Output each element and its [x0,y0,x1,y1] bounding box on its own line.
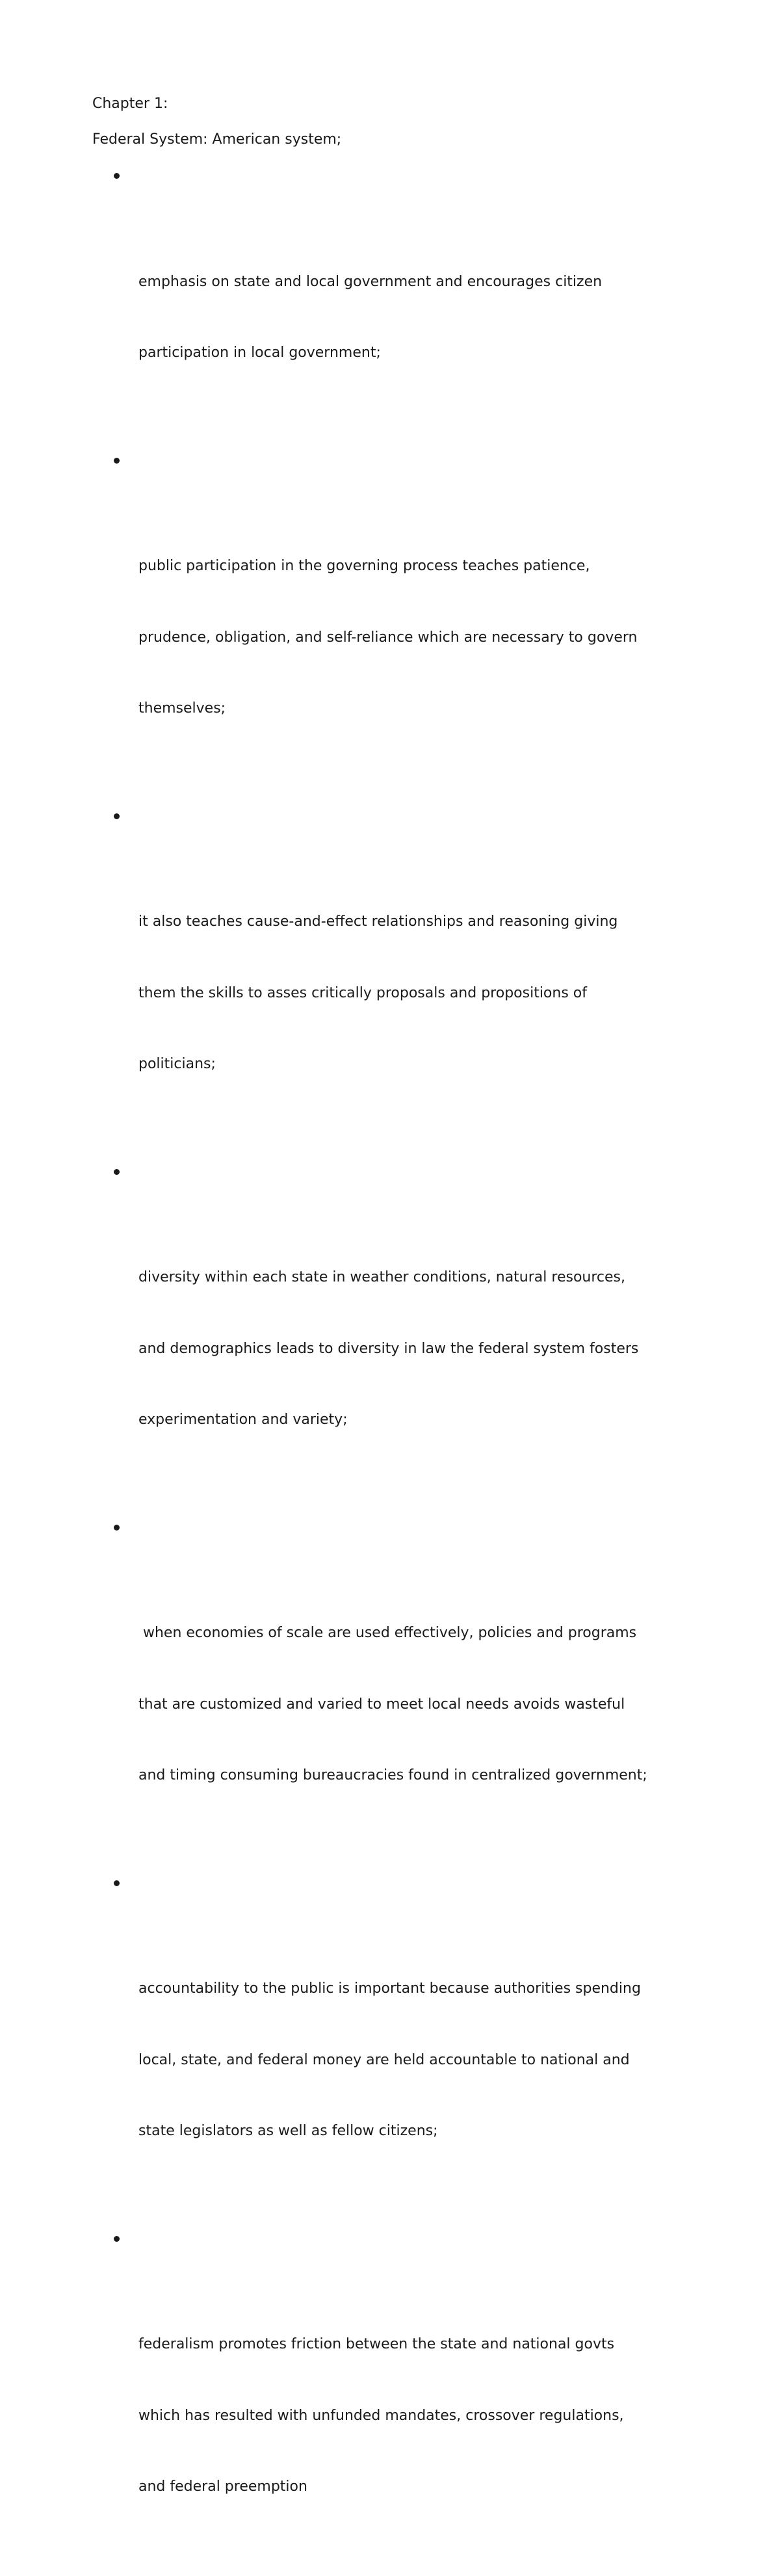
bullet-icon [114,173,120,179]
bullet-icon [114,458,120,464]
list-item-line: emphasis on state and local government and encourages citizen [138,273,603,290]
bullet-icon [114,1525,120,1531]
list-item-line: and timing consuming bureaucracies found in centralized government; [138,1767,647,1784]
list-item-line: public participation in the governing process teaches patience, [138,558,590,575]
list-item [92,1153,703,1509]
list-item-line: which has resulted with unfunded mandates, crossover regulations, [138,2407,624,2424]
bullet-list [92,157,703,2576]
bullet-icon [114,1169,120,1175]
list-item-line: experimentation and variety; [138,1412,348,1428]
list-item-line: prudence, obligation, and self-reliance which are necessary to govern [138,629,638,646]
list-item-line: that are customized and varied to meet local needs avoids wasteful [138,1696,625,1713]
list-item-line: participation in local government; [138,344,381,361]
list-item [92,442,703,798]
bullet-icon [114,1880,120,1886]
list-item [92,1865,703,2220]
list-item-line: and demographics leads to diversity in law the federal system fosters [138,1340,639,1357]
list-item-line: and federal preemption [138,2478,307,2495]
list-item-line: politicians; [138,1055,216,1072]
chapter-heading: Chapter 1: [92,96,168,112]
list-item-line: state legislators as well as fellow citizens; [138,2123,438,2140]
list-item [92,798,703,1153]
list-item-line: when economies of scale are used effectively, policies and programs [138,1625,637,1642]
list-item-line: accountability to the public is important because authorities spending [138,1980,641,1997]
bullet-icon [114,2236,120,2242]
list-item-line: themselves; [138,700,226,716]
list-item [92,2220,703,2576]
section-subheading: Federal System: American system; [92,131,342,148]
bullet-icon [114,813,120,819]
list-item-line: it also teaches cause-and-effect relationships and reasoning giving [138,913,618,930]
list-item [92,157,703,442]
document-body [92,86,703,2576]
list-item [92,1509,703,1865]
list-item-line: local, state, and federal money are held accountable to national and [138,2051,630,2068]
list-item-line: diversity within each state in weather conditions, natural resources, [138,1269,625,1286]
list-item-line: federalism promotes friction between the state and national govts [138,2336,615,2353]
list-item-line: them the skills to asses critically proposals and propositions of [138,984,587,1001]
